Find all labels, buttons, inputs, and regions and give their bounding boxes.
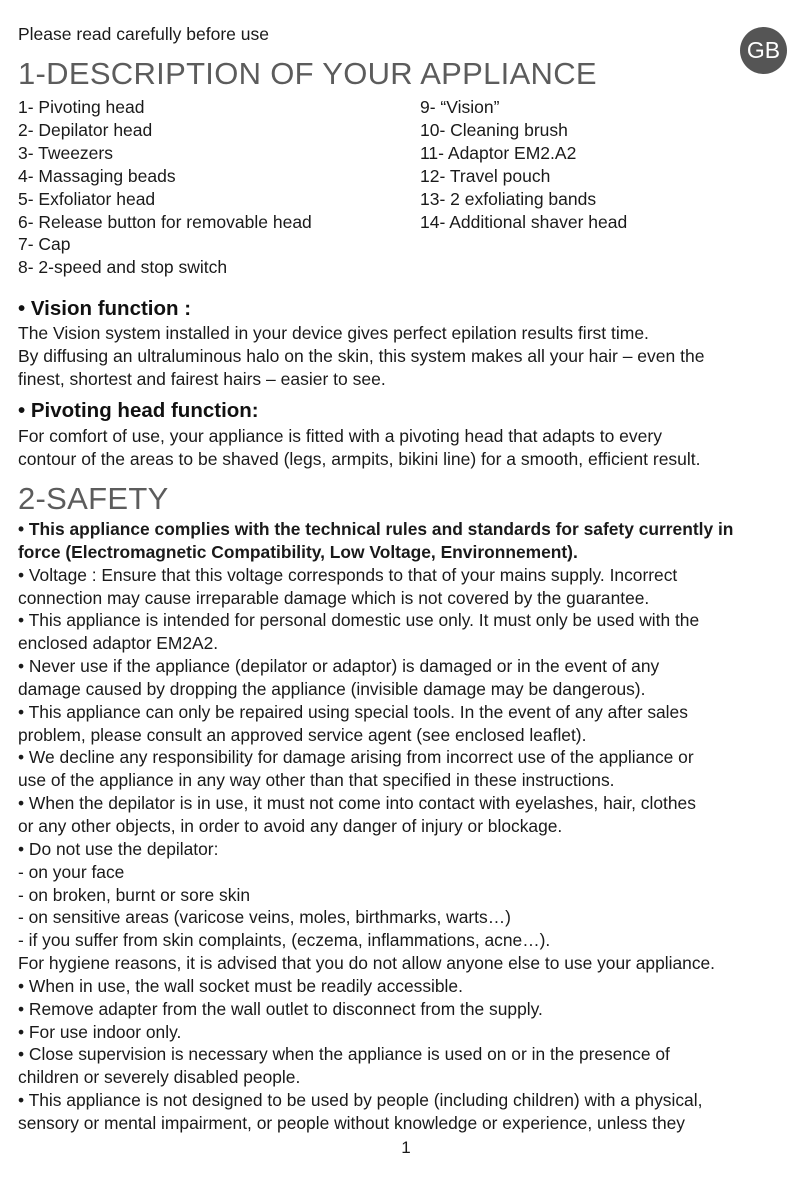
safety-line: • Close supervision is necessary when the appliance is used on or in the presence of: [18, 1044, 670, 1065]
text-line: By diffusing an ultraluminous halo on the skin, this system makes all your hair – even the: [18, 345, 705, 366]
safety-line: children or severely disabled people.: [18, 1067, 301, 1088]
vision-function-text: [18, 322, 794, 391]
part-item: 9- “Vision”: [420, 97, 500, 117]
part-item: 8- 2-speed and stop switch: [18, 257, 228, 278]
part-item: 7- Cap: [18, 234, 71, 255]
page-number: 1: [401, 1138, 411, 1157]
safety-line: problem, please consult an approved service agent (see enclosed leaflet).: [18, 724, 587, 745]
safety-line: • For use indoor only.: [18, 1021, 182, 1042]
safety-line: • This appliance is not designed to be used by people (including children) with a physical,: [18, 1090, 703, 1111]
safety-line: • Never use if the appliance (depilator or adaptor) is damaged or in the event of any: [18, 656, 660, 677]
pivoting-head-heading: • Pivoting head function:: [18, 399, 259, 422]
safety-line: - on broken, burnt or sore skin: [18, 884, 250, 905]
pivoting-head-text: [18, 425, 794, 471]
safety-line: damage caused by dropping the appliance (invisible damage may be dangerous).: [18, 678, 646, 699]
section-title-safety: 2-SAFETY: [18, 481, 169, 516]
safety-line: connection may cause irreparable damage which is not covered by the guarantee.: [18, 587, 650, 608]
vision-function-heading: • Vision function :: [18, 297, 192, 320]
safety-line: • We decline any responsibility for damage arising from incorrect use of the appliance or: [18, 747, 694, 768]
part-item: 5- Exfoliator head: [18, 188, 156, 209]
safety-line: • When in use, the wall socket must be readily accessible.: [18, 975, 463, 996]
safety-line: use of the appliance in any way other than that specified in these instructions.: [18, 770, 615, 791]
safety-compliance-line: • This appliance complies with the technical rules and standards for safety currently in: [18, 519, 734, 539]
part-item: 1- Pivoting head: [18, 97, 145, 117]
safety-line: • Remove adapter from the wall outlet to disconnect from the supply.: [18, 998, 543, 1019]
safety-line: - if you suffer from skin complaints, (eczema, inflammations, acne…).: [18, 930, 551, 951]
part-item: 4- Massaging beads: [18, 165, 176, 186]
text-line: The Vision system installed in your device gives perfect epilation results first time.: [18, 323, 649, 343]
safety-line: or any other objects, in order to avoid any danger of injury or blockage.: [18, 815, 563, 836]
part-item: 13- 2 exfoliating bands: [420, 188, 597, 209]
safety-instructions: [18, 518, 796, 1135]
text-line: contour of the areas to be shaved (legs, armpits, bikini line) for a smooth, efficient result.: [18, 448, 701, 469]
safety-line: For hygiene reasons, it is advised that you do not allow anyone else to use your appliance.: [18, 953, 716, 974]
part-item: 2- Depilator head: [18, 119, 153, 140]
section-title-description: 1-DESCRIPTION OF YOUR APPLIANCE: [18, 56, 597, 91]
part-item: 10- Cleaning brush: [420, 119, 568, 140]
safety-line: sensory or mental impairment, or people without knowledge or experience, unless they: [18, 1112, 685, 1133]
part-item: 12- Travel pouch: [420, 165, 551, 186]
parts-column-right: [420, 96, 790, 233]
language-badge: GB: [740, 27, 787, 74]
safety-line: • When the depilator is in use, it must not come into contact with eyelashes, hair, clothes: [18, 793, 696, 814]
safety-line: • This appliance can only be repaired using special tools. In the event of any after sales: [18, 701, 688, 722]
intro-text: Please read carefully before use: [18, 24, 269, 44]
part-item: 6- Release button for removable head: [18, 211, 312, 232]
part-item: 11- Adaptor EM2.A2: [420, 142, 577, 163]
part-item: 3- Tweezers: [18, 142, 113, 163]
safety-line: - on sensitive areas (varicose veins, moles, birthmarks, warts…): [18, 907, 511, 928]
part-item: 14- Additional shaver head: [420, 211, 628, 232]
safety-line: - on your face: [18, 861, 125, 882]
parts-column-left: [18, 96, 418, 279]
safety-compliance-line: force (Electromagnetic Compatibility, Low Voltage, Environnement).: [18, 541, 578, 562]
safety-line: • Voltage : Ensure that this voltage corresponds to that of your mains supply. Incorrect: [18, 564, 678, 585]
text-line: finest, shortest and fairest hairs – easier to see.: [18, 368, 386, 389]
text-line: For comfort of use, your appliance is fitted with a pivoting head that adapts to every: [18, 426, 662, 446]
safety-line: • Do not use the depilator:: [18, 838, 219, 859]
safety-line: enclosed adaptor EM2A2.: [18, 633, 219, 654]
safety-line: • This appliance is intended for personal domestic use only. It must only be used with the: [18, 610, 700, 631]
